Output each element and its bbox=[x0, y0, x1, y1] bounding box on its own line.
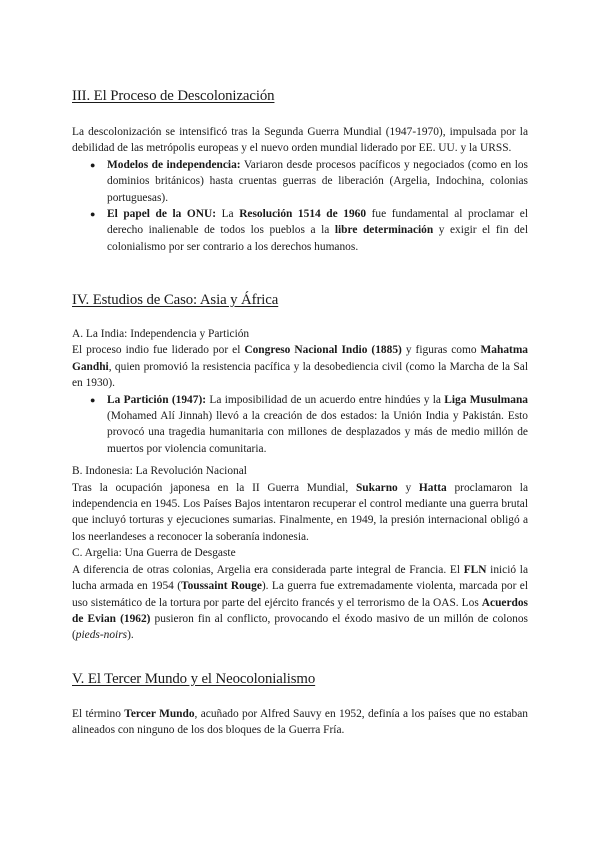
section-iii-heading: III. El Proceso de Descolonización bbox=[72, 88, 275, 104]
text-run: La bbox=[216, 208, 240, 221]
case-c-title: C. Argelia: Una Guerra de Desgaste bbox=[72, 547, 236, 560]
text-run: ). bbox=[127, 629, 134, 642]
congreso-nacional-indio: Congreso Nacional Indio (1885) bbox=[244, 344, 402, 357]
sukarno: Sukarno bbox=[355, 481, 398, 494]
text-run: y bbox=[397, 481, 419, 494]
mahatma-gandhi: Mahatma Gandhi bbox=[72, 344, 529, 373]
bullet-icon: ● bbox=[90, 209, 96, 220]
text-run: pusieron fin al conflicto, provocando el éxodo masivo de un millón de colonos ( bbox=[72, 612, 528, 642]
text-run: y figuras como bbox=[401, 344, 481, 357]
text-run: , acuñado por Alfred Sauvy en 1952, definía a los países que no estaban alineados con ninguno de los dos bloques de la Guerra Fría. bbox=[72, 708, 528, 737]
bullet-modelos bbox=[72, 157, 528, 206]
text-run: , quien promovió la resistencia pacífica y la desobediencia civil (como la Marcha de la Sal en 1930). bbox=[72, 360, 528, 390]
case-a-bullets bbox=[72, 392, 528, 458]
tercer-mundo: Tercer Mundo bbox=[124, 708, 195, 720]
section-iv-heading: IV. Estudios de Caso: Asia y África bbox=[72, 292, 279, 308]
text-run: y exigir el fin del colonialismo por ser contrario a los derechos humanos. bbox=[107, 224, 528, 253]
bullet-onu-title: El papel de la ONU: bbox=[107, 208, 217, 221]
bullet-particion bbox=[72, 392, 528, 458]
bullet-modelos-text: Variaron desde procesos pacíficos y negociados (como en los dominios británicos) hasta cruentas guerras de liberación (Argelia, Indochina, colonias portuguesas). bbox=[107, 158, 528, 204]
text-run: El proceso indio fue liderado por el bbox=[72, 344, 245, 357]
text-run: Tras la ocupación japonesa en la II Guerra Mundial, bbox=[72, 481, 356, 494]
bullet-modelos-title: Modelos de independencia: bbox=[107, 158, 241, 171]
bullet-icon: ● bbox=[90, 394, 96, 405]
text-run: ). La guerra fue extremadamente violenta, marcada por el uso sistemático de la tortura por parte del ejército francés y el terrorismo de la OAS. Los bbox=[72, 580, 528, 609]
liga-musulmana: Liga Musulmana bbox=[444, 393, 528, 406]
section-v-paragraph bbox=[72, 706, 528, 739]
section-iii-body bbox=[72, 124, 528, 255]
section-iii-intro: La descolonización se intensificó tras la Segunda Guerra Mundial (1947-1970), impulsada por la debilidad de las metrópolis europeas y el nuevo orden mundial liderado por EE. UU. y la URSS. bbox=[72, 126, 528, 155]
case-a-paragraph bbox=[72, 342, 528, 391]
bullet-icon: ● bbox=[90, 159, 96, 170]
text-run: La imposibilidad de un acuerdo entre hindúes y la bbox=[206, 393, 445, 406]
case-b-paragraph bbox=[72, 480, 528, 546]
bullet-particion-title: La Partición (1947): bbox=[107, 393, 207, 406]
section-v-body bbox=[72, 706, 528, 739]
text-run: fue fundamental al proclamar el derecho inalienable de todos los pueblos a la bbox=[107, 208, 528, 237]
acuerdos-de-evian: Acuerdos de Evian (1962) bbox=[72, 596, 528, 625]
case-b-title: B. Indonesia: La Revolución Nacional bbox=[72, 465, 247, 478]
libre-determinacion: libre determinación bbox=[334, 224, 434, 237]
text-run: proclamaron la independencia en 1945. Los Países Bajos intentaron recuperar el control mediante una guerra brutal que incluyó torturas y ejecuciones sumarias. Finalmente, en 1949, la presión internacional obligó a los neerlandeses a reconocer la soberanía indonesia. bbox=[72, 481, 528, 543]
resolucion-1514: Resolución 1514 de 1960 bbox=[239, 208, 367, 221]
case-a-title: A. La India: Independencia y Partición bbox=[72, 328, 250, 340]
pieds-noirs: pieds-noirs bbox=[75, 629, 128, 642]
text-run: El término bbox=[72, 708, 125, 720]
text-run: A diferencia de otras colonias, Argelia era considerada parte integral de Francia. El bbox=[72, 563, 464, 576]
fln: FLN bbox=[463, 563, 487, 576]
text-run: inició la lucha armada en 1954 ( bbox=[72, 563, 528, 593]
text-run: (Mohamed Alí Jinnah) llevó a la creación de dos estados: la Unión India y Pakistán. Esto provocó una tragedia humanitaria con millones de desplazados y más de medio millón de muertos por violencia comunitaria. bbox=[107, 410, 528, 455]
case-c-paragraph bbox=[72, 562, 528, 644]
hatta: Hatta bbox=[418, 481, 447, 494]
section-iv-body bbox=[72, 326, 528, 644]
toussaint-rouge: Toussaint Rouge bbox=[181, 580, 262, 593]
section-v-heading: V. El Tercer Mundo y el Neocolonialismo bbox=[72, 671, 316, 687]
bullet-onu bbox=[72, 206, 528, 255]
section-iii-bullets bbox=[72, 157, 528, 255]
